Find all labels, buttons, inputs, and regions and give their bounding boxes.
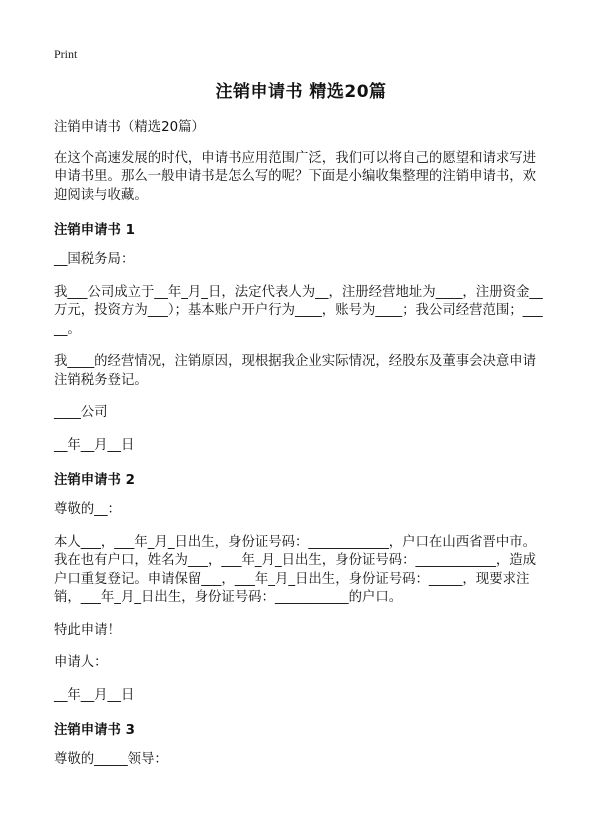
salutation: __国税务局：: [54, 252, 135, 267]
section-heading: 注销申请书 1: [54, 223, 135, 238]
document-subtitle: 注销申请书（精选20篇）: [54, 120, 205, 135]
body-paragraph: 我____的经营情况，注销原因，现根据我企业实际情况，经股东及董事会决意申请注销税务登记。: [54, 354, 537, 388]
page-title: 注销申请书 精选20篇: [215, 82, 387, 102]
document-body: [54, 82, 548, 784]
signature-applicant: 申请人：: [54, 655, 108, 670]
salutation: 尊敬的__：: [54, 502, 121, 517]
section-heading: 注销申请书 3: [54, 723, 135, 738]
signature-date: __年__月__日: [54, 687, 135, 703]
signature-company: ____公司: [54, 405, 108, 420]
signature-date: __年__月__日: [54, 437, 135, 453]
section-heading: 注销申请书 2: [54, 473, 135, 488]
print-link[interactable]: Print: [54, 47, 78, 61]
intro-paragraph: 在这个高速发展的时代，申请书应用范围广泛，我们可以将自己的愿望和请求写进申请书里。那么一般申请书是怎么写的呢？下面是小编收集整理的注销申请书，欢迎阅读与收藏。: [54, 150, 537, 203]
body-paragraph: 我___公司成立于__年_月_日，法定代表人为__，注册经营地址为____，注册资金__万元，投资方为___）；基本账户开户行为____，账号为____；我公司经营范围；_____。: [54, 284, 543, 337]
closing-text: 特此申请！: [54, 622, 121, 638]
body-paragraph: 本人___，___年_月_日出生，身份证号码：____________，户口在山西省晋中市。我在也有户口，姓名为___，___年_月_日出生，身份证号码：____________，造成户口重复登记。申请保留___，___年_月_日出生，身份证号码：_____，现要求注销，___年_月_日出生，身份证号码：___________的户口。: [54, 534, 537, 605]
salutation: 尊敬的_____领导：: [54, 752, 168, 767]
